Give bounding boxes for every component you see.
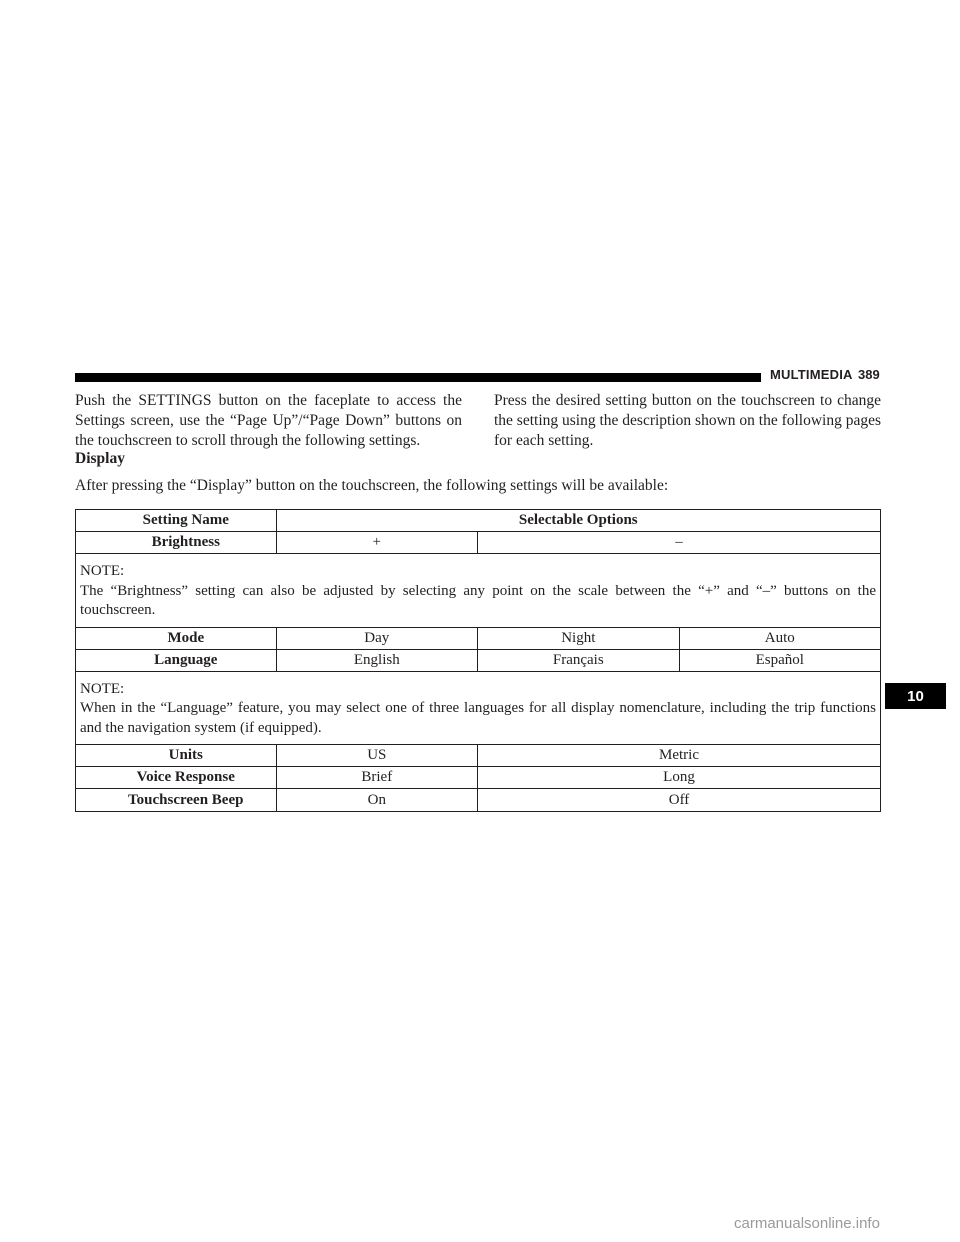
table-row-brightness	[76, 532, 880, 554]
option-cell: Brief	[276, 767, 477, 788]
note-text: When in the “Language” feature, you may select one of three languages for all display nomenclature, including the trip functions and the navigation system (if equipped).	[80, 700, 876, 736]
note-label: NOTE:	[80, 563, 125, 579]
option-cell: Metric	[477, 745, 880, 766]
option-cell: –	[477, 532, 880, 553]
option-cell: On	[276, 789, 477, 811]
setting-name: Voice Response	[136, 769, 235, 785]
option-cell: Auto	[679, 628, 880, 649]
note-label: NOTE:	[80, 680, 125, 697]
setting-name: Language	[154, 651, 218, 668]
table-row-units	[76, 745, 880, 767]
option-cell: Long	[477, 767, 880, 788]
header-setting-name: Setting Name	[142, 512, 229, 528]
option-cell: English	[276, 650, 477, 671]
chapter-tab: 10	[885, 683, 946, 709]
setting-name: Brightness	[151, 534, 220, 550]
table-row-touchscreen-beep	[76, 789, 880, 811]
watermark: carmanualsonline.info	[734, 1215, 880, 1232]
note-language	[76, 672, 880, 746]
note-text: The “Brightness” setting can also be adjusted by selecting any point on the scale between the “+” and “–” buttons on the touchscreen.	[80, 582, 876, 618]
section-heading: Display	[75, 450, 125, 467]
section-title: MULTIMEDIA	[770, 367, 853, 382]
option-cell: +	[276, 532, 477, 553]
setting-name: Mode	[167, 629, 205, 646]
table-row-voice-response	[76, 767, 880, 789]
header-selectable-options: Selectable Options	[276, 510, 880, 531]
option-cell: Español	[679, 650, 880, 671]
settings-table	[75, 509, 881, 812]
header-rule	[75, 373, 761, 382]
note-brightness	[76, 554, 880, 628]
setting-name: Touchscreen Beep	[128, 791, 244, 808]
paragraph-left: Push the SETTINGS button on the faceplate to access the Settings screen, use the “Page Up”/“Page Down” buttons on the touchscreen to scroll through the following settings.	[75, 392, 462, 449]
table-header-row	[76, 510, 880, 532]
table-row-language	[76, 650, 880, 672]
option-cell: Français	[477, 650, 678, 671]
option-cell: Off	[477, 789, 880, 811]
page-number: 389	[858, 367, 880, 382]
option-cell: US	[276, 745, 477, 766]
setting-name: Units	[168, 747, 203, 763]
paragraph-right: Press the desired setting button on the touchscreen to change the setting using the description shown on the following pages for each setting.	[494, 392, 882, 449]
option-cell: Day	[276, 628, 477, 649]
intro-text: After pressing the “Display” button on the touchscreen, the following settings will be available:	[75, 477, 669, 494]
option-cell: Night	[477, 628, 678, 649]
table-row-mode	[76, 628, 880, 650]
